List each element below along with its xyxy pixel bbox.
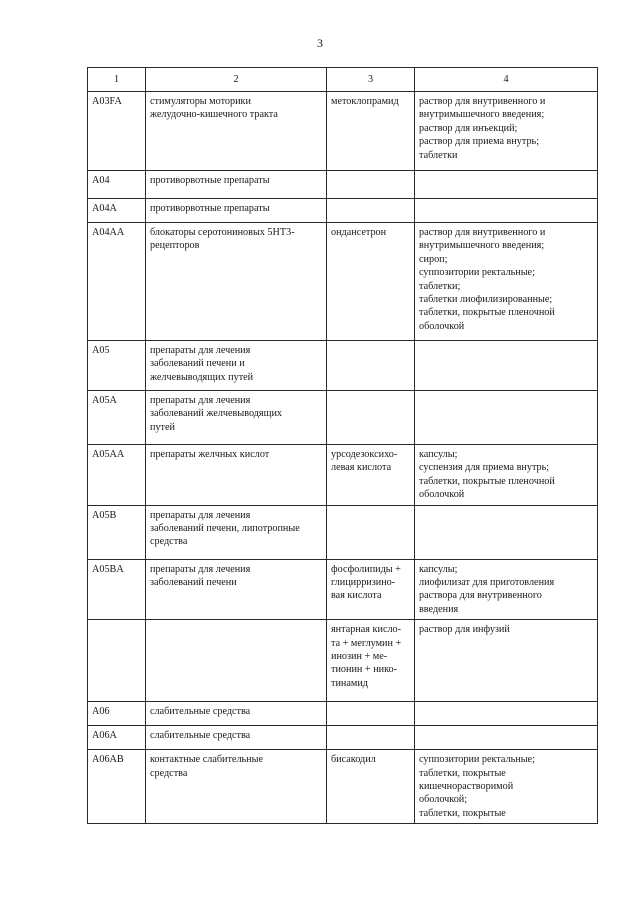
drug-classification-table: [87, 67, 598, 824]
substance-cell: ондансетрон: [327, 223, 415, 341]
substance-cell: фосфолипиды + глицирризино- вая кислота: [327, 559, 415, 620]
dosage-forms-cell: раствор для внутривенного и внутримышечного введения; сироп; суппозитории ректальные; таблетки; таблетки лиофилизированные; таблетки, покрытые пленочной оболочкой: [415, 223, 598, 341]
substance-cell: [327, 726, 415, 750]
table-row: [88, 92, 598, 171]
dosage-forms-cell: суппозитории ректальные; таблетки, покрытые кишечнорастворимой оболочкой; таблетки, покрытые: [415, 750, 598, 824]
page-number: 3: [317, 36, 323, 50]
dosage-forms-cell: капсулы; суспензия для приема внутрь; таблетки, покрытые пленочной оболочкой: [415, 445, 598, 506]
group-cell: стимуляторы моторики желудочно-кишечного тракта: [146, 92, 327, 171]
dosage-forms-cell: [415, 702, 598, 726]
group-cell: контактные слабительные средства: [146, 750, 327, 824]
table-row: [88, 702, 598, 726]
code-cell: [88, 620, 146, 702]
dosage-forms-cell: раствор для инфузий: [415, 620, 598, 702]
substance-cell: [327, 702, 415, 726]
code-cell: A04AA: [88, 223, 146, 341]
table-row: [88, 445, 598, 506]
dosage-forms-cell: [415, 726, 598, 750]
code-cell: A04: [88, 171, 146, 199]
substance-cell: урсодезоксихо- левая кислота: [327, 445, 415, 506]
code-cell: A06: [88, 702, 146, 726]
dosage-forms-cell: [415, 341, 598, 391]
dosage-forms-cell: [415, 391, 598, 445]
table-row: [88, 559, 598, 620]
group-cell: противорвотные препараты: [146, 171, 327, 199]
table-row: [88, 620, 598, 702]
header-cell-1: 1: [88, 68, 146, 92]
group-cell: препараты желчных кислот: [146, 445, 327, 506]
group-cell: слабительные средства: [146, 702, 327, 726]
substance-cell: бисакодил: [327, 750, 415, 824]
group-cell: блокаторы серотониновых 5НТ3- рецепторов: [146, 223, 327, 341]
group-cell: [146, 620, 327, 702]
code-cell: A05BA: [88, 559, 146, 620]
substance-cell: [327, 171, 415, 199]
dosage-forms-cell: раствор для внутривенного и внутримышечного введения; раствор для инъекций; раствор для приема внутрь; таблетки: [415, 92, 598, 171]
group-cell: слабительные средства: [146, 726, 327, 750]
group-cell: противорвотные препараты: [146, 199, 327, 223]
group-cell: препараты для лечения заболеваний печени и желчевыводящих путей: [146, 341, 327, 391]
code-cell: A06A: [88, 726, 146, 750]
dosage-forms-cell: [415, 199, 598, 223]
code-cell: A05AA: [88, 445, 146, 506]
substance-cell: [327, 505, 415, 559]
substance-cell: [327, 341, 415, 391]
group-cell: препараты для лечения заболеваний желчевыводящих путей: [146, 391, 327, 445]
header-cell-4: 4: [415, 68, 598, 92]
header-row: [88, 68, 598, 92]
header-cell-2: 2: [146, 68, 327, 92]
table-row: [88, 199, 598, 223]
code-cell: A03FA: [88, 92, 146, 171]
table-row: [88, 223, 598, 341]
code-cell: A06AB: [88, 750, 146, 824]
code-cell: A04A: [88, 199, 146, 223]
code-cell: A05: [88, 341, 146, 391]
header-cell-3: 3: [327, 68, 415, 92]
table-row: [88, 341, 598, 391]
table-row: [88, 505, 598, 559]
dosage-forms-cell: [415, 171, 598, 199]
substance-cell: [327, 391, 415, 445]
table-row: [88, 391, 598, 445]
dosage-forms-cell: [415, 505, 598, 559]
table-row: [88, 171, 598, 199]
code-cell: A05B: [88, 505, 146, 559]
substance-cell: янтарная кисло- та + меглумин + инозин + ме- тионин + нико- тинамид: [327, 620, 415, 702]
code-cell: A05A: [88, 391, 146, 445]
dosage-forms-cell: капсулы; лиофилизат для приготовления раствора для внутривенного введения: [415, 559, 598, 620]
table-row: [88, 750, 598, 824]
substance-cell: [327, 199, 415, 223]
group-cell: препараты для лечения заболеваний печени: [146, 559, 327, 620]
group-cell: препараты для лечения заболеваний печени, липотропные средства: [146, 505, 327, 559]
substance-cell: метоклопрамид: [327, 92, 415, 171]
table-row: [88, 726, 598, 750]
